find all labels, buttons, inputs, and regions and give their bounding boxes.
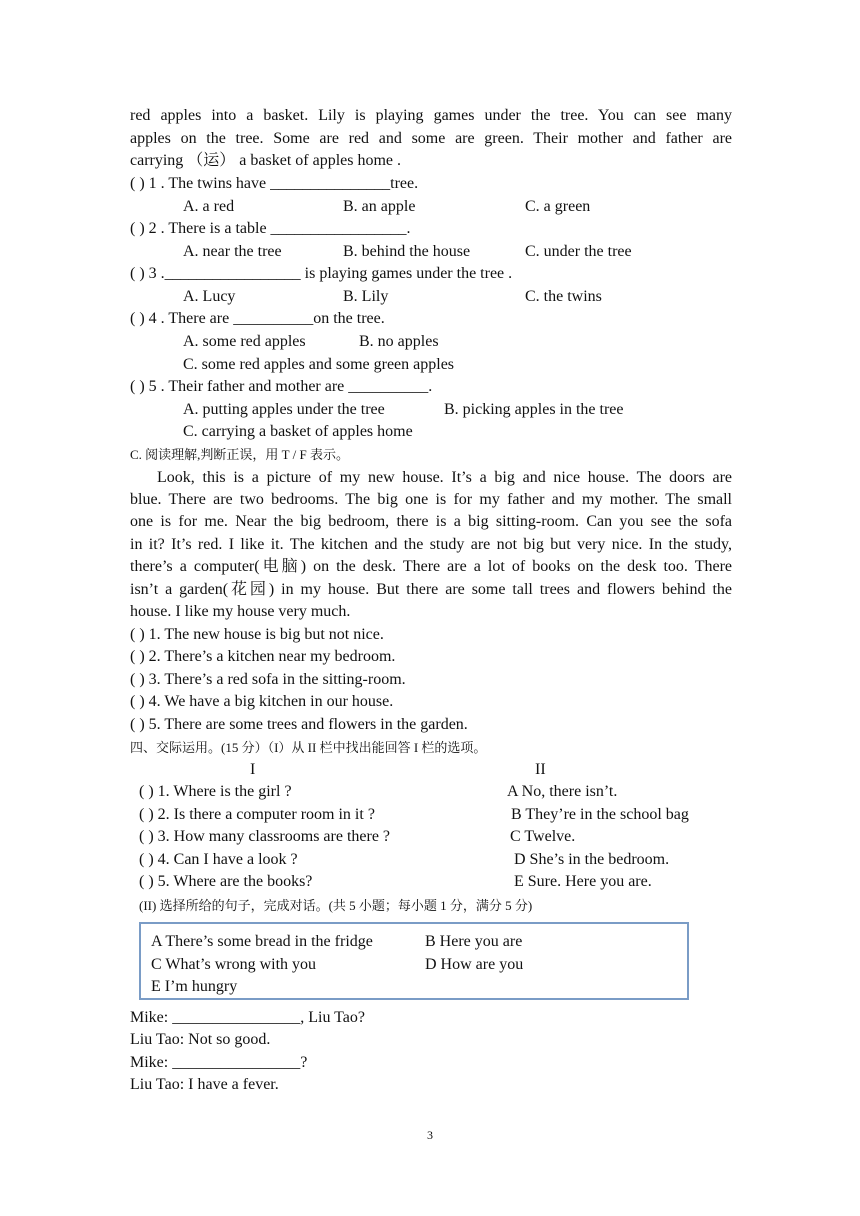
match-answer: A No, there isn’t. <box>507 783 618 800</box>
option: B. picking apples in the tree <box>444 401 624 418</box>
page-number: 3 <box>427 1128 433 1142</box>
match-answer: C Twelve. <box>510 828 576 845</box>
question-stem: ( ) 2 . There is a table _________________. <box>130 220 411 237</box>
question-stem: ( ) 1 . The twins have _______________tree. <box>130 175 419 192</box>
passage-line: there’s a computer(电脑) on the desk. There are a lot of books on the desk too. There <box>130 558 732 575</box>
dialogue-line: Mike: ________________, Liu Tao? <box>130 1009 366 1026</box>
option: B. no apples <box>359 333 439 350</box>
tf-statement: ( ) 1. The new house is big but not nice. <box>130 626 384 643</box>
passage-line: blue. There are two bedrooms. The big one is for my father and my mother. The small <box>130 491 732 508</box>
tf-statement: ( ) 5. There are some trees and flowers in the garden. <box>130 716 468 733</box>
option: B. an apple <box>343 198 416 215</box>
dialogue-line: Mike: ________________? <box>130 1054 308 1071</box>
column-header-ii: II <box>535 761 546 778</box>
option: B. Lily <box>343 288 389 305</box>
section-heading: C. 阅读理解,判断正误，用 T / F 表示。 <box>130 447 349 462</box>
tf-statement: ( ) 3. There’s a red sofa in the sitting-room. <box>130 671 406 688</box>
box-option: D How are you <box>425 956 524 973</box>
option: C. carrying a basket of apples home <box>183 423 413 440</box>
option: A. near the tree <box>183 243 282 260</box>
tf-statement: ( ) 4. We have a big kitchen in our house. <box>130 693 394 710</box>
dialogue-line: Liu Tao: Not so good. <box>130 1031 271 1048</box>
match-question: ( ) 4. Can I have a look ? <box>139 851 298 868</box>
passage-line: apples on the tree. Some are red and some are green. Their mother and father are <box>130 130 732 147</box>
match-answer: D She’s in the bedroom. <box>514 851 670 868</box>
match-answer: E Sure. Here you are. <box>514 873 652 890</box>
option: B. behind the house <box>343 243 471 260</box>
match-question: ( ) 1. Where is the girl ? <box>139 783 292 800</box>
tf-statement: ( ) 2. There’s a kitchen near my bedroom. <box>130 648 396 665</box>
option: C. under the tree <box>525 243 632 260</box>
question-stem: ( ) 5 . Their father and mother are __________. <box>130 378 433 395</box>
box-option: A There’s some bread in the fridge <box>151 933 373 950</box>
dialogue-line: Liu Tao: I have a fever. <box>130 1076 279 1093</box>
column-header-i: I <box>250 761 256 778</box>
option: A. Lucy <box>183 288 236 305</box>
passage-line: isn’t a garden(花园) in my house. But there are some tall trees and flowers behind the <box>130 581 732 598</box>
box-option: E I’m hungry <box>151 978 238 995</box>
option: C. a green <box>525 198 591 215</box>
match-question: ( ) 3. How many classrooms are there ? <box>139 828 391 845</box>
box-option: C What’s wrong with you <box>151 956 317 973</box>
match-question: ( ) 2. Is there a computer room in it ? <box>139 806 375 823</box>
match-answer: B They’re in the school bag <box>511 806 689 823</box>
option: A. a red <box>183 198 235 215</box>
option: A. some red apples <box>183 333 306 350</box>
option: C. the twins <box>525 288 602 305</box>
option: C. some red apples and some green apples <box>183 356 455 373</box>
section-heading: 四、交际运用。(15 分）（I）从 II 栏中找出能回答 I 栏的选项。 <box>130 740 487 755</box>
match-question: ( ) 5. Where are the books? <box>139 873 313 890</box>
passage-line: red apples into a basket. Lily is playing games under the tree. You can see many <box>130 107 732 124</box>
passage-line: Look, this is a picture of my new house. It’s a big and nice house. The doors are <box>157 469 732 486</box>
passage-line: in it? It’s red. I like it. The kitchen and the study are not big but very nice. In the study, <box>130 536 732 553</box>
subsection-heading: (II) 选择所给的句子，完成对话。(共 5 小题；每小题 1 分，满分 5 分) <box>139 898 533 913</box>
question-stem: ( ) 3 ._________________ is playing games under the tree . <box>130 265 513 282</box>
passage-line: carrying （运） a basket of apples home . <box>130 152 402 169</box>
question-stem: ( ) 4 . There are __________on the tree. <box>130 310 385 327</box>
passage-line: one is for me. Near the big bedroom, there is a big sitting-room. Can you see the sofa <box>130 513 732 530</box>
box-option: B Here you are <box>425 933 523 950</box>
option: A. putting apples under the tree <box>183 401 385 418</box>
passage-line: house. I like my house very much. <box>130 603 351 620</box>
